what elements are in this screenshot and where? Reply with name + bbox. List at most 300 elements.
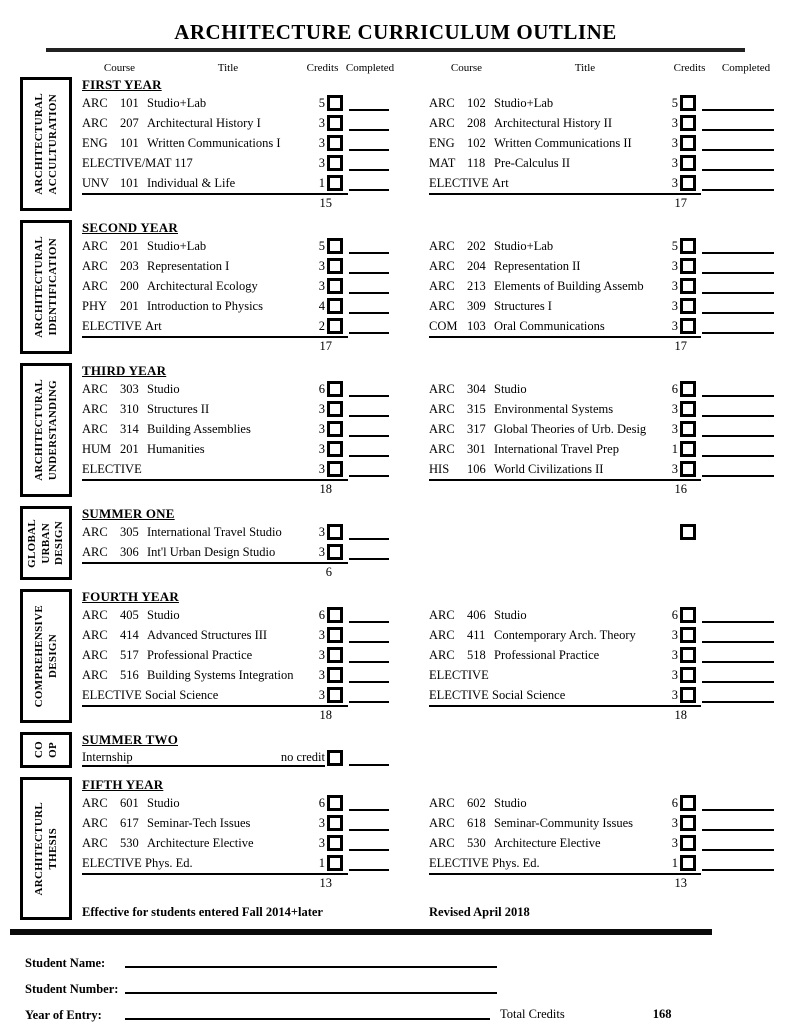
- completed-checkbox[interactable]: [680, 687, 696, 703]
- completed-blank-line[interactable]: [702, 149, 774, 151]
- course-column-left: [82, 77, 394, 211]
- course-title: Advanced Structures III: [147, 627, 268, 642]
- heading-spacer: [429, 220, 779, 236]
- completed-checkbox[interactable]: [680, 318, 696, 334]
- course-number: 101: [120, 135, 139, 150]
- course-credits: 3: [318, 135, 325, 150]
- course-credits: no credit: [280, 749, 325, 764]
- course-credits: 3: [318, 627, 325, 642]
- completed-blank-line[interactable]: [702, 869, 774, 871]
- course-number: 306: [120, 544, 139, 559]
- course-number: 101: [120, 95, 139, 110]
- page-title: ARCHITECTURE CURRICULUM OUTLINE: [174, 20, 617, 44]
- completed-checkbox[interactable]: [680, 238, 696, 254]
- sidebar-label-summer-one: [20, 506, 72, 580]
- completed-checkbox[interactable]: [680, 815, 696, 831]
- course-column-left: [82, 220, 394, 354]
- completed-checkbox[interactable]: [327, 750, 343, 766]
- course-title: Art: [145, 318, 162, 333]
- course-credits: 3: [671, 667, 678, 682]
- curriculum-sections: [20, 77, 791, 920]
- completed-checkbox[interactable]: [680, 115, 696, 131]
- completed-checkbox[interactable]: [327, 441, 343, 457]
- completed-checkbox[interactable]: [327, 318, 343, 334]
- completed-checkbox[interactable]: [327, 627, 343, 643]
- course-title: Studio: [494, 381, 527, 396]
- course-credits: 1: [671, 441, 678, 456]
- completed-blank-line[interactable]: [349, 332, 389, 334]
- course-code: ENG: [429, 135, 455, 150]
- sidebar-label-second-year: [20, 220, 72, 354]
- completed-blank-line[interactable]: [349, 415, 389, 417]
- completed-blank-line[interactable]: [702, 809, 774, 811]
- sidebar-label-text: URBAN: [39, 522, 52, 564]
- course-row: [429, 853, 779, 873]
- course-title: Seminar-Community Issues: [494, 815, 633, 830]
- course-row: [82, 605, 394, 625]
- course-row: [429, 296, 779, 316]
- student-number-row: [25, 971, 791, 997]
- completed-checkbox[interactable]: [327, 298, 343, 314]
- completed-checkbox[interactable]: [327, 544, 343, 560]
- course-number: 303: [120, 381, 139, 396]
- sidebar-label-first-year: [20, 77, 72, 211]
- completed-blank-line[interactable]: [702, 109, 774, 111]
- completed-blank-line[interactable]: [702, 701, 774, 703]
- course-credits: 3: [671, 278, 678, 293]
- course-title: Architecture Elective: [147, 835, 254, 850]
- course-credits: 3: [318, 115, 325, 130]
- completed-blank-line[interactable]: [702, 475, 774, 477]
- course-code: ARC: [82, 278, 108, 293]
- completed-blank-line[interactable]: [702, 415, 774, 417]
- student-name-label: Student Name:: [25, 956, 106, 970]
- course-row: [429, 793, 779, 813]
- year-of-entry-label: Year of Entry:: [25, 1008, 102, 1022]
- course-row: [429, 153, 779, 173]
- completed-checkbox[interactable]: [680, 298, 696, 314]
- course-number: 208: [467, 115, 486, 130]
- course-credits: 3: [318, 258, 325, 273]
- course-number: 314: [120, 421, 139, 436]
- course-title: Studio+Lab: [147, 238, 207, 253]
- footer: [25, 945, 791, 1023]
- heading-spacer: [429, 363, 779, 379]
- course-row: [82, 748, 394, 768]
- course-credits: 3: [671, 135, 678, 150]
- completed-blank-line[interactable]: [349, 149, 389, 151]
- course-credits: 3: [318, 155, 325, 170]
- course-number: 414: [120, 627, 139, 642]
- course-code: ARC: [82, 115, 108, 130]
- course-code: ARC: [82, 421, 108, 436]
- course-code: ARC: [82, 544, 108, 559]
- completed-blank-line[interactable]: [349, 272, 389, 274]
- course-number: 601: [120, 795, 139, 810]
- completed-checkbox[interactable]: [327, 687, 343, 703]
- course-number: 518: [467, 647, 486, 662]
- completed-checkbox[interactable]: [680, 524, 696, 540]
- course-credits: 3: [318, 544, 325, 559]
- course-number: 102: [467, 135, 486, 150]
- course-number: 207: [120, 115, 139, 130]
- course-title: Studio+Lab: [494, 238, 554, 253]
- completed-checkbox[interactable]: [327, 155, 343, 171]
- course-code: ARC: [429, 298, 455, 313]
- completed-checkbox[interactable]: [680, 835, 696, 851]
- year-of-entry-line[interactable]: [125, 1018, 490, 1020]
- course-code: ARC: [429, 258, 455, 273]
- completed-checkbox[interactable]: [680, 401, 696, 417]
- total-credits-label: Total Credits: [500, 1007, 565, 1021]
- credits-total: 15: [319, 196, 332, 210]
- completed-checkbox[interactable]: [327, 855, 343, 871]
- course-credits: 3: [318, 667, 325, 682]
- course-code: MAT: [429, 155, 456, 170]
- credits-sum-line: [82, 873, 348, 875]
- course-title: Contemporary Arch. Theory: [494, 627, 636, 642]
- course-number: 202: [467, 238, 486, 253]
- course-row: [429, 379, 779, 399]
- course-title: Representation I: [147, 258, 230, 273]
- course-title: Building Assemblies: [147, 421, 251, 436]
- completed-blank-line[interactable]: [349, 764, 389, 766]
- course-code: ARC: [429, 441, 455, 456]
- course-row: [82, 645, 394, 665]
- credits-total: 13: [319, 876, 332, 890]
- course-code: ELECTIVE: [429, 667, 489, 682]
- sidebar-label-fourth-year: [20, 589, 72, 723]
- sidebar-label-third-year: [20, 363, 72, 497]
- course-code: ARC: [82, 835, 108, 850]
- course-credits: 5: [318, 238, 325, 253]
- course-number: 203: [120, 258, 139, 273]
- course-credits: 3: [671, 627, 678, 642]
- completed-checkbox[interactable]: [680, 278, 696, 294]
- header-title: Title: [574, 62, 596, 74]
- sidebar-label-text: IDENTIFICATION: [46, 238, 59, 336]
- course-credits: 3: [671, 155, 678, 170]
- completed-checkbox[interactable]: [680, 461, 696, 477]
- completed-blank-line[interactable]: [702, 332, 774, 334]
- course-row: [82, 522, 394, 542]
- credits-sum-line: [429, 705, 701, 707]
- course-code: ARC: [429, 115, 455, 130]
- course-title: Individual & Life: [147, 175, 236, 190]
- course-code: ARC: [82, 627, 108, 642]
- completed-blank-line[interactable]: [702, 829, 774, 831]
- heading-spacer: [429, 506, 779, 522]
- course-number: 405: [120, 607, 139, 622]
- course-title: Studio: [147, 607, 180, 622]
- year-heading: SUMMER ONE: [82, 506, 175, 521]
- completed-blank-line[interactable]: [349, 641, 389, 643]
- sidebar-label-text: UNDERSTANDING: [46, 379, 59, 481]
- course-number: 309: [467, 298, 486, 313]
- completed-blank-line[interactable]: [702, 169, 774, 171]
- completed-blank-line[interactable]: [702, 641, 774, 643]
- course-credits: 3: [318, 687, 325, 702]
- course-column-left: [82, 363, 394, 497]
- sidebar-label-text: GLOBAL: [26, 518, 39, 568]
- completed-checkbox[interactable]: [680, 647, 696, 663]
- completed-checkbox[interactable]: [327, 647, 343, 663]
- course-code: ARC: [82, 647, 108, 662]
- course-credits: 3: [671, 421, 678, 436]
- completed-blank-line[interactable]: [702, 849, 774, 851]
- completed-blank-line[interactable]: [702, 189, 774, 191]
- course-column-right: [429, 506, 779, 580]
- completed-checkbox[interactable]: [327, 95, 343, 111]
- completed-checkbox[interactable]: [680, 135, 696, 151]
- course-credits: 3: [671, 815, 678, 830]
- course-code: ARC: [82, 258, 108, 273]
- completed-blank-line[interactable]: [349, 538, 389, 540]
- course-title: Studio: [494, 795, 527, 810]
- course-row: [82, 296, 394, 316]
- course-row: [429, 133, 779, 153]
- completed-checkbox[interactable]: [680, 795, 696, 811]
- completed-blank-line[interactable]: [349, 312, 389, 314]
- completed-checkbox[interactable]: [327, 238, 343, 254]
- completed-blank-line[interactable]: [349, 455, 389, 457]
- course-title: Studio: [147, 381, 180, 396]
- course-row: [82, 133, 394, 153]
- completed-checkbox[interactable]: [680, 441, 696, 457]
- completed-blank-line[interactable]: [702, 272, 774, 274]
- course-row: [82, 173, 394, 193]
- completed-checkbox[interactable]: [680, 667, 696, 683]
- completed-checkbox[interactable]: [680, 627, 696, 643]
- credits-sum-line: [82, 705, 348, 707]
- course-credits: 3: [671, 401, 678, 416]
- sidebar-label-text: COMPREHENSIVE: [32, 604, 45, 708]
- year-heading: THIRD YEAR: [82, 363, 167, 378]
- student-name-row: [25, 945, 791, 971]
- course-credits: 3: [318, 835, 325, 850]
- course-row: [82, 625, 394, 645]
- course-code: ARC: [82, 95, 108, 110]
- course-row: [429, 439, 779, 459]
- course-number: 406: [467, 607, 486, 622]
- course-title: Studio+Lab: [494, 95, 554, 110]
- student-name-line[interactable]: [125, 966, 497, 968]
- course-code: ARC: [429, 95, 455, 110]
- completed-blank-line[interactable]: [349, 189, 389, 191]
- course-number: 317: [467, 421, 486, 436]
- completed-checkbox[interactable]: [327, 258, 343, 274]
- completed-checkbox[interactable]: [327, 815, 343, 831]
- completed-checkbox[interactable]: [680, 607, 696, 623]
- section-third-year: [20, 363, 791, 497]
- course-credits: 5: [671, 95, 678, 110]
- course-row: [82, 153, 394, 173]
- course-title: Professional Practice: [494, 647, 600, 662]
- course-row: [82, 793, 394, 813]
- completed-blank-line[interactable]: [702, 312, 774, 314]
- completed-blank-line[interactable]: [702, 129, 774, 131]
- completed-checkbox[interactable]: [327, 381, 343, 397]
- completed-checkbox[interactable]: [680, 155, 696, 171]
- heading-spacer: [429, 589, 779, 605]
- completed-blank-line[interactable]: [349, 701, 389, 703]
- course-title: Seminar-Tech Issues: [147, 815, 251, 830]
- course-code: ELECTIVE: [429, 687, 489, 702]
- course-code: HIS: [429, 461, 450, 476]
- course-credits: 3: [671, 175, 678, 190]
- course-row: [82, 93, 394, 113]
- completed-blank-line[interactable]: [702, 435, 774, 437]
- completed-checkbox[interactable]: [327, 115, 343, 131]
- course-code: ARC: [82, 238, 108, 253]
- course-credits: 3: [671, 318, 678, 333]
- completed-blank-line[interactable]: [349, 395, 389, 397]
- course-row: [82, 542, 394, 562]
- course-title: Art: [492, 175, 509, 190]
- course-column-right: [429, 732, 779, 768]
- header-completed: Completed: [721, 62, 771, 74]
- course-credits: 3: [671, 298, 678, 313]
- year-of-entry-row: [25, 997, 791, 1023]
- completed-blank-line[interactable]: [349, 109, 389, 111]
- course-credits: 1: [318, 175, 325, 190]
- credits-sum-line: [429, 193, 701, 195]
- course-row: [82, 459, 394, 479]
- course-title: Building Systems Integration: [147, 667, 294, 682]
- course-row: [82, 813, 394, 833]
- completed-blank-line[interactable]: [349, 292, 389, 294]
- completed-blank-line[interactable]: [702, 621, 774, 623]
- course-row: [429, 113, 779, 133]
- completed-blank-line[interactable]: [702, 252, 774, 254]
- course-code: ARC: [429, 381, 455, 396]
- course-row: [429, 833, 779, 853]
- column-headers-right: [435, 62, 785, 74]
- completed-blank-line[interactable]: [702, 681, 774, 683]
- sidebar-label-text: DESIGN: [53, 521, 66, 565]
- completed-blank-line[interactable]: [349, 169, 389, 171]
- completed-blank-line[interactable]: [349, 681, 389, 683]
- completed-checkbox[interactable]: [680, 95, 696, 111]
- completed-checkbox[interactable]: [680, 258, 696, 274]
- course-code: ARC: [82, 667, 108, 682]
- course-title: World Civilizations II: [494, 461, 604, 476]
- credits-sum-line: [82, 336, 348, 338]
- course-code: ARC: [82, 607, 108, 622]
- course-title: Environmental Systems: [494, 401, 614, 416]
- completed-blank-line[interactable]: [349, 809, 389, 811]
- course-column-right: [429, 777, 779, 891]
- completed-checkbox[interactable]: [680, 381, 696, 397]
- completed-checkbox[interactable]: [680, 421, 696, 437]
- course-row: [429, 276, 779, 296]
- course-title: Written Communications I: [147, 135, 281, 150]
- completed-blank-line[interactable]: [349, 661, 389, 663]
- completed-blank-line[interactable]: [702, 455, 774, 457]
- completed-checkbox[interactable]: [680, 175, 696, 191]
- course-number: 411: [467, 627, 486, 642]
- completed-checkbox[interactable]: [327, 135, 343, 151]
- course-credits: 6: [318, 381, 325, 396]
- course-row: [429, 173, 779, 193]
- credits-total: 18: [319, 708, 332, 722]
- credits-sum-line: [429, 479, 701, 481]
- credits-total: 16: [674, 482, 687, 496]
- credits-total: 6: [325, 565, 332, 579]
- completed-blank-line[interactable]: [349, 829, 389, 831]
- completed-blank-line[interactable]: [349, 849, 389, 851]
- completed-checkbox[interactable]: [327, 175, 343, 191]
- completed-checkbox[interactable]: [327, 278, 343, 294]
- course-credits: 3: [671, 258, 678, 273]
- completed-blank-line[interactable]: [702, 661, 774, 663]
- effective-note: Effective for students entered Fall 2014+later: [82, 905, 323, 919]
- header-credits: Credits: [306, 62, 339, 74]
- course-column-right: [429, 363, 779, 497]
- course-code: ELECTIVE/MAT 117: [82, 155, 193, 170]
- completed-checkbox[interactable]: [327, 795, 343, 811]
- student-number-label: Student Number:: [25, 982, 119, 996]
- course-row: [429, 625, 779, 645]
- course-code: ARC: [429, 607, 455, 622]
- completed-blank-line[interactable]: [349, 558, 389, 560]
- completed-blank-line[interactable]: [349, 621, 389, 623]
- completed-checkbox[interactable]: [327, 524, 343, 540]
- completed-checkbox[interactable]: [327, 401, 343, 417]
- course-number: 304: [467, 381, 486, 396]
- completed-checkbox[interactable]: [680, 855, 696, 871]
- completed-blank-line[interactable]: [349, 475, 389, 477]
- credits-sum-line: [429, 336, 701, 338]
- completed-checkbox[interactable]: [327, 667, 343, 683]
- course-number: 517: [120, 647, 139, 662]
- course-row: [82, 236, 394, 256]
- header-credits: Credits: [673, 62, 706, 74]
- course-code: ELECTIVE: [82, 687, 142, 702]
- completed-checkbox[interactable]: [327, 421, 343, 437]
- course-title: Structures II: [147, 401, 210, 416]
- completed-blank-line[interactable]: [702, 395, 774, 397]
- course-number: 617: [120, 815, 139, 830]
- course-number: 118: [467, 155, 486, 170]
- completed-blank-line[interactable]: [349, 252, 389, 254]
- heading-spacer: [429, 77, 779, 93]
- course-number: 103: [467, 318, 486, 333]
- sidebar-label-summer-two: [20, 732, 72, 768]
- completed-blank-line[interactable]: [349, 129, 389, 131]
- course-credits: 6: [671, 607, 678, 622]
- course-code: ELECTIVE: [429, 855, 489, 870]
- completed-blank-line[interactable]: [349, 869, 389, 871]
- completed-checkbox[interactable]: [327, 461, 343, 477]
- course-row: [429, 419, 779, 439]
- completed-blank-line[interactable]: [702, 292, 774, 294]
- completed-checkbox[interactable]: [327, 835, 343, 851]
- section-fifth-year: [20, 777, 791, 920]
- sidebar-label-fifth-year: [20, 777, 72, 920]
- course-row: [82, 399, 394, 419]
- course-row: [82, 685, 394, 705]
- header-course: Course: [450, 62, 483, 74]
- student-number-line[interactable]: [125, 992, 497, 994]
- course-column-right: [429, 77, 779, 211]
- completed-checkbox[interactable]: [327, 607, 343, 623]
- course-credits: 3: [318, 421, 325, 436]
- course-row: [429, 685, 779, 705]
- year-heading: FIFTH YEAR: [82, 777, 164, 792]
- course-number: 530: [467, 835, 486, 850]
- completed-blank-line[interactable]: [349, 435, 389, 437]
